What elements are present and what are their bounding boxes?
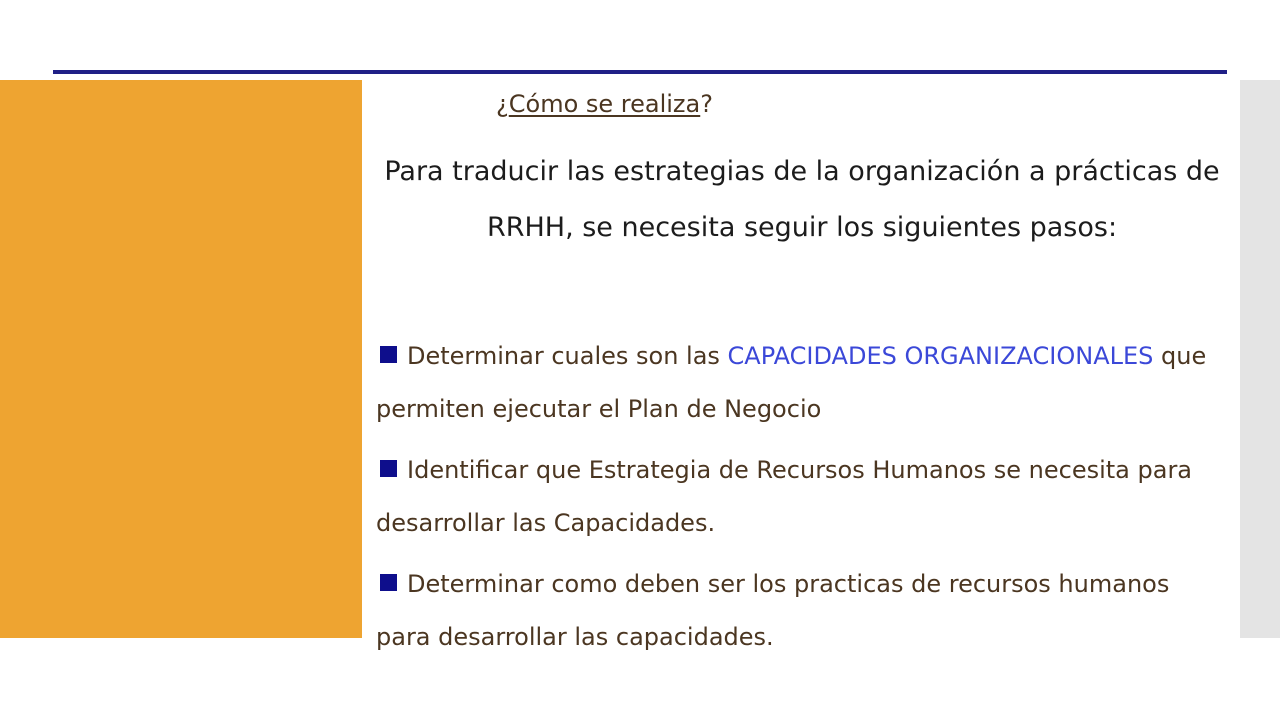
steps-list	[376, 330, 1228, 672]
bullet-text: Identificar que Estrategia de Recursos Humanos se necesita para desarrollar las Capacidades.	[376, 456, 1193, 537]
square-bullet-icon	[380, 460, 397, 477]
bullet-text-after: que permiten ejecutar el Plan de Negocio	[376, 342, 1207, 423]
intro-paragraph: Para traducir las estrategias de la organización a prácticas de RRHH, se necesita seguir los siguientes pasos:	[384, 156, 1220, 243]
orange-side-panel	[0, 80, 362, 638]
gray-side-panel	[1240, 80, 1280, 638]
slide-heading	[496, 88, 713, 120]
bullet-text-before: Determinar cuales son las	[407, 342, 728, 370]
heading-underlined-text: Cómo se realiza	[508, 90, 701, 118]
bullet-highlight: CAPACIDADES ORGANIZACIONALES	[727, 342, 1154, 370]
square-bullet-icon	[380, 574, 397, 591]
content-area	[362, 74, 1240, 720]
list-item	[376, 558, 1228, 664]
list-item	[376, 444, 1228, 550]
list-item	[376, 330, 1228, 436]
heading-prefix: ¿	[496, 90, 509, 118]
square-bullet-icon	[380, 346, 397, 363]
bullet-text: Determinar como deben ser los practicas de recursos humanos para desarrollar las capacidades.	[376, 570, 1170, 651]
heading-suffix: ?	[700, 90, 713, 118]
